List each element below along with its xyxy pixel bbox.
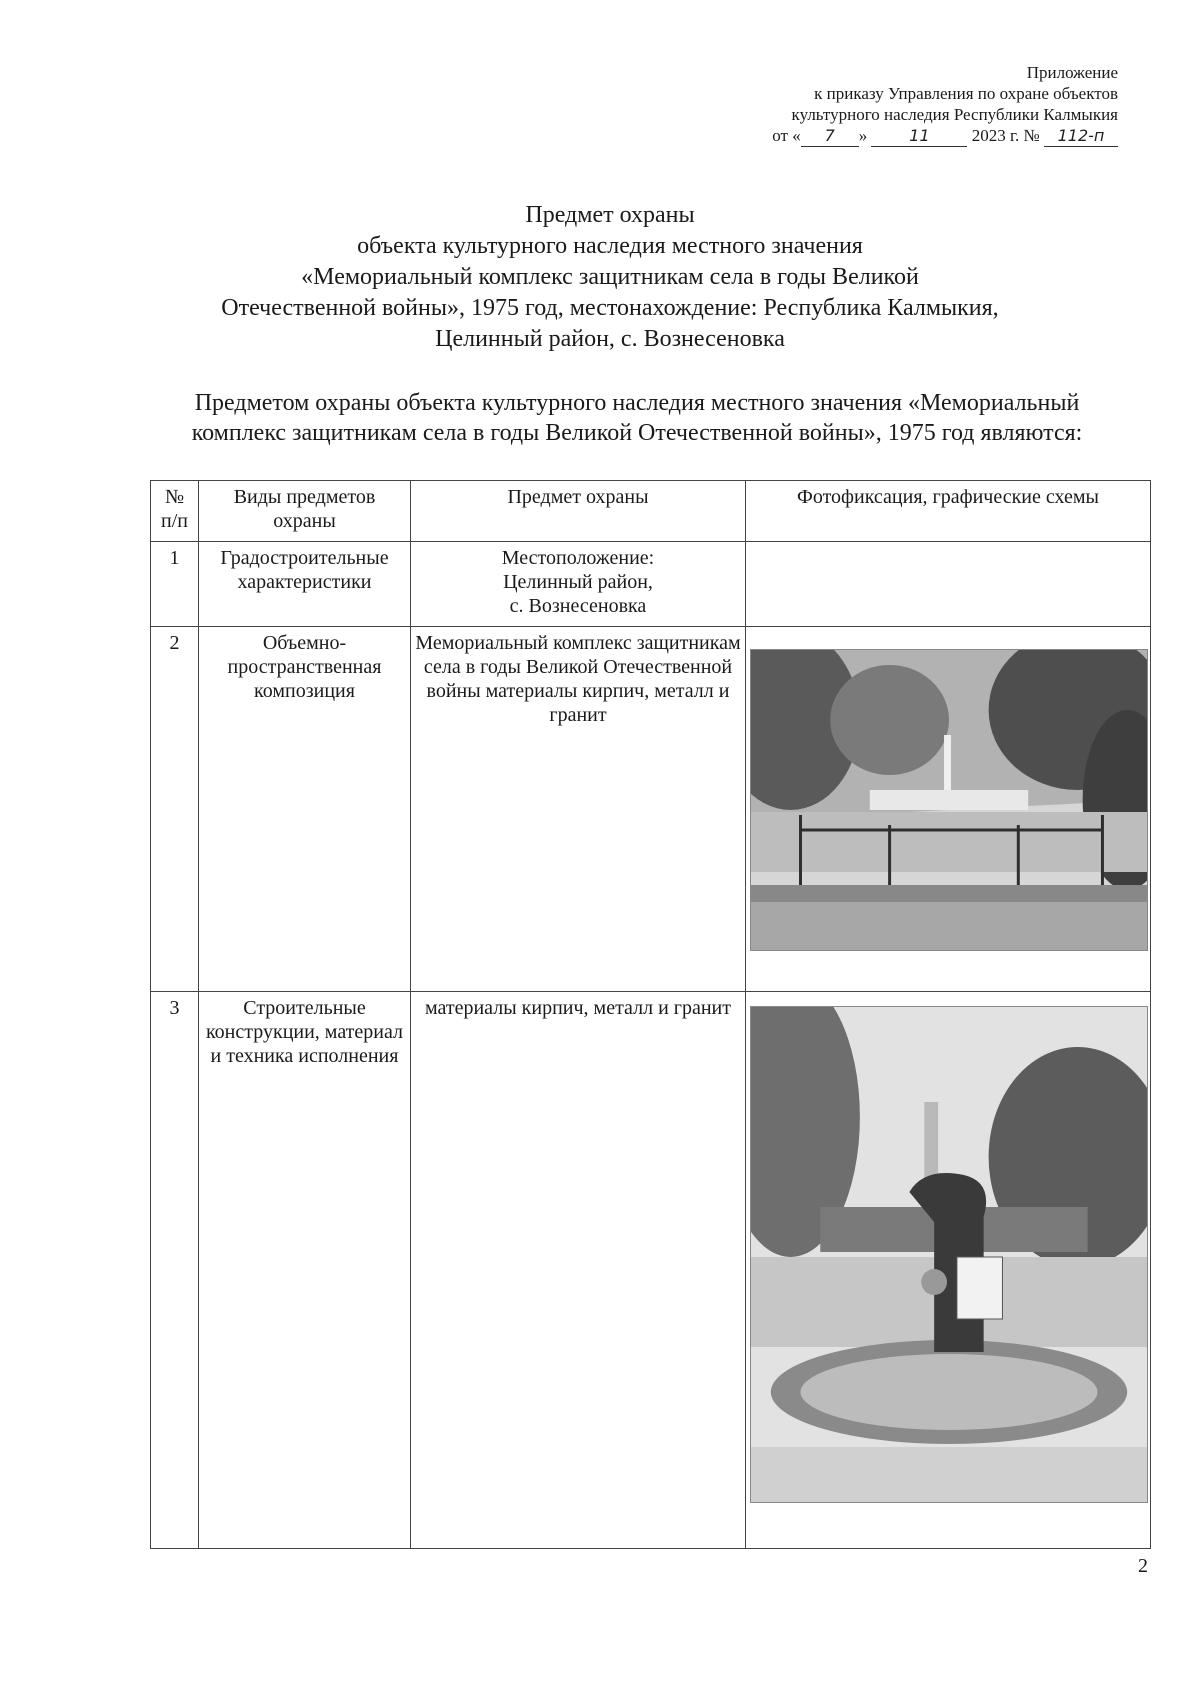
order-day: 7 [801, 125, 859, 147]
title-line-5: Целинный район, с. Вознесеновка [435, 326, 785, 352]
subject-line: с. Вознесеновка [509, 595, 647, 617]
header-number [151, 481, 199, 542]
document-title [150, 200, 1070, 355]
row-photo-empty [746, 542, 1151, 627]
page-number: 2 [1138, 1555, 1148, 1577]
monument-closeup-photo [750, 1006, 1148, 1503]
order-year: 2023 г. № [971, 126, 1040, 145]
row-subject: материалы кирпич, металл и гранит [411, 992, 746, 1549]
title-line-1: Предмет охраны [525, 202, 695, 228]
row-subject [411, 542, 746, 627]
date-prefix: от « [772, 126, 801, 145]
appendix-header [772, 62, 1118, 147]
memorial-overview-photo [750, 649, 1148, 951]
header-number-symbol: № [164, 486, 185, 508]
title-line-3: «Мемориальный комплекс защитникам села в годы Великой [301, 264, 919, 290]
intro-paragraph [172, 388, 1102, 448]
row-number: 3 [151, 992, 199, 1549]
table-row [151, 992, 1151, 1549]
table-row [151, 542, 1151, 627]
row-photo [746, 992, 1151, 1549]
row-type: Объемно-пространственная композиция [199, 627, 411, 992]
intro-text: Предметом охраны объекта культурного наследия местного значения «Мемориальный комплекс защитникам села в годы Великой Отечественной войны», 1975 год являются: [191, 390, 1083, 446]
title-line-4: Отечественной войны», 1975 год, местонахождение: Республика Калмыкия, [221, 295, 999, 321]
table-header-row [151, 481, 1151, 542]
subject-line: Целинный район, [503, 571, 653, 593]
row-subject: Мемориальный комплекс защитникам села в годы Великой Отечественной войны материалы кирпич, металл и гранит [411, 627, 746, 992]
table-row [151, 627, 1151, 992]
header-type: Виды предметов охраны [199, 481, 411, 542]
appendix-title: Приложение [1026, 63, 1118, 82]
quote-close: » [858, 126, 868, 145]
row-photo [746, 627, 1151, 992]
header-number-pp: п/п [161, 510, 188, 532]
subject-line: Местоположение: [501, 547, 655, 569]
title-line-2: объекта культурного наследия местного значения [357, 233, 863, 259]
appendix-order-date [772, 125, 1118, 147]
order-month: 11 [871, 125, 967, 147]
row-type: Градостроительные характеристики [199, 542, 411, 627]
appendix-authority: культурного наследия Республики Калмыкия [791, 105, 1118, 124]
header-subject: Предмет охраны [411, 481, 746, 542]
row-number: 2 [151, 627, 199, 992]
order-number: 112-п [1044, 125, 1118, 147]
appendix-order-ref: к приказу Управления по охране объектов [814, 84, 1118, 103]
header-photo: Фотофиксация, графические схемы [746, 481, 1151, 542]
row-number: 1 [151, 542, 199, 627]
protection-table [150, 480, 1151, 1549]
row-type: Строительные конструкции, материал и техника исполнения [199, 992, 411, 1549]
